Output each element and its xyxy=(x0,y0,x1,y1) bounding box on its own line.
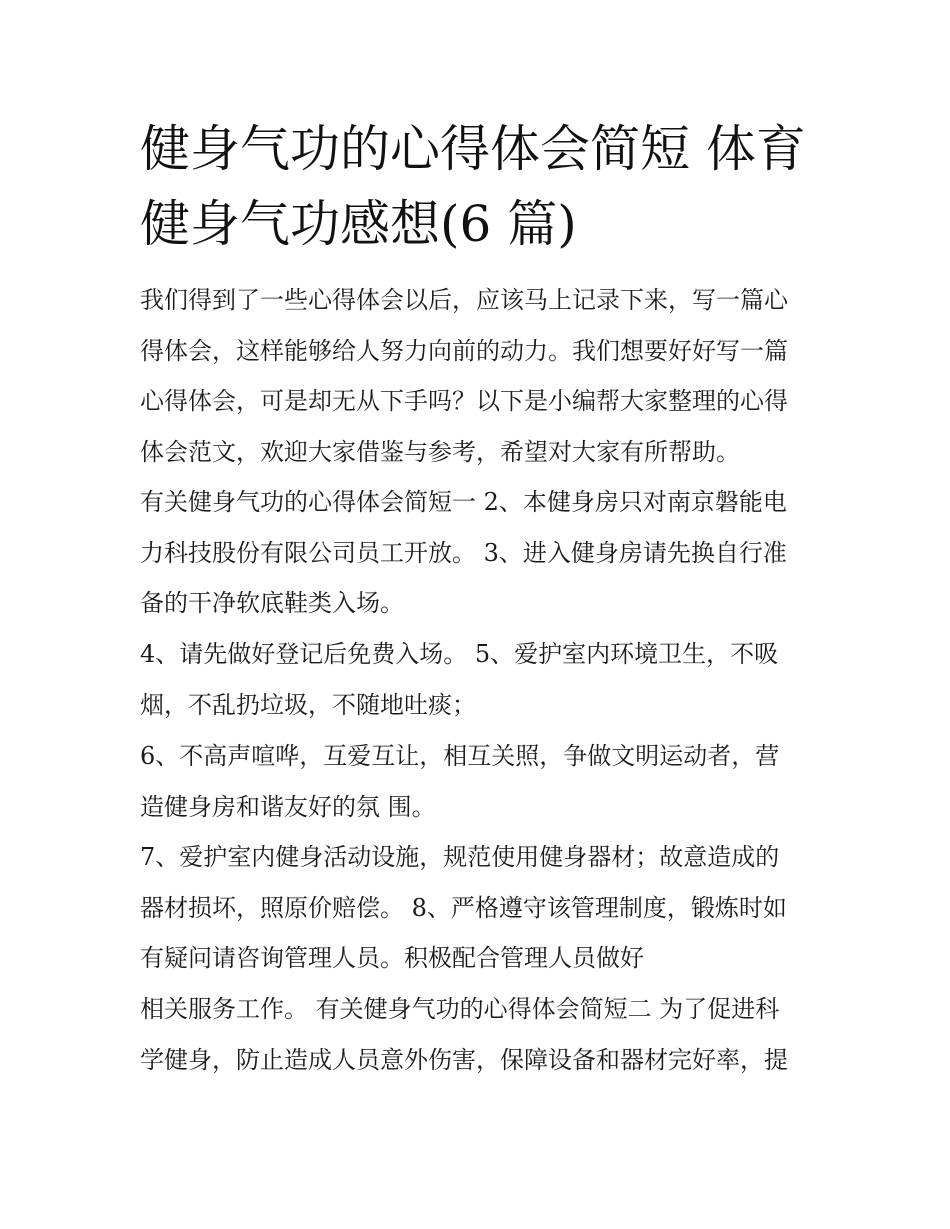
paragraph-line: 体会范文，欢迎大家借鉴与参考，希望对大家有所帮助。 xyxy=(140,437,740,466)
paragraph-line: 备的干净软底鞋类入场。 xyxy=(140,589,404,617)
paragraph-line: 6、不高声喧哗，互爱互让，相互关照，争做文明运动者，营 xyxy=(140,742,780,770)
paragraph-line: 有疑问请咨询管理人员。积极配合管理人员做好 xyxy=(140,944,644,972)
paragraph-line: 有关健身气功的心得体会简短一 2、本健身房只对南京磐能电 xyxy=(140,488,787,516)
paragraph-rules-2 xyxy=(140,629,778,730)
paragraph-line: 烟，不乱扔垃圾，不随地吐痰； xyxy=(140,690,476,719)
paragraph-rules-4 xyxy=(140,832,787,984)
paragraph-line: 力科技股份有限公司员工开放。 3、进入健身房请先换自行准 xyxy=(140,538,787,567)
document-title xyxy=(140,112,830,262)
paragraph-line: 得体会，这样能够给人努力向前的动力。我们想要好好写一篇 xyxy=(140,336,788,365)
paragraph-rules-3 xyxy=(140,731,779,832)
paragraph-intro xyxy=(140,275,788,477)
paragraph-line: 心得体会，可是却无从下手吗？以下是小编帮大家整理的心得 xyxy=(140,387,788,415)
paragraph-line: 7、爱护室内健身活动设施，规范使用健身器材；故意造成的 xyxy=(140,843,780,871)
title-line-2: 健身气功感想(6 篇) xyxy=(140,195,577,253)
paragraph-section-two xyxy=(140,984,788,1085)
paragraph-line: 相关服务工作。 有关健身气功的心得体会简短二 为了促进科 xyxy=(140,995,780,1023)
paragraph-line: 器材损坏，照原价赔偿。 8、严格遵守该管理制度，锻炼时如 xyxy=(140,893,787,922)
paragraph-line: 学健身，防止造成人员意外伤害，保障设备和器材完好率，提 xyxy=(140,1045,788,1074)
paragraph-line: 4、请先做好登记后免费入场。 5、爱护室内环境卫生，不吸 xyxy=(140,640,779,668)
paragraph-rules-1 xyxy=(140,477,787,629)
title-line-1: 健身气功的心得体会简短 体育 xyxy=(140,120,806,178)
paragraph-line: 造健身房和谐友好的氛 围。 xyxy=(140,792,436,821)
paragraph-line: 我们得到了一些心得体会以后，应该马上记录下来，写一篇心 xyxy=(140,286,788,314)
